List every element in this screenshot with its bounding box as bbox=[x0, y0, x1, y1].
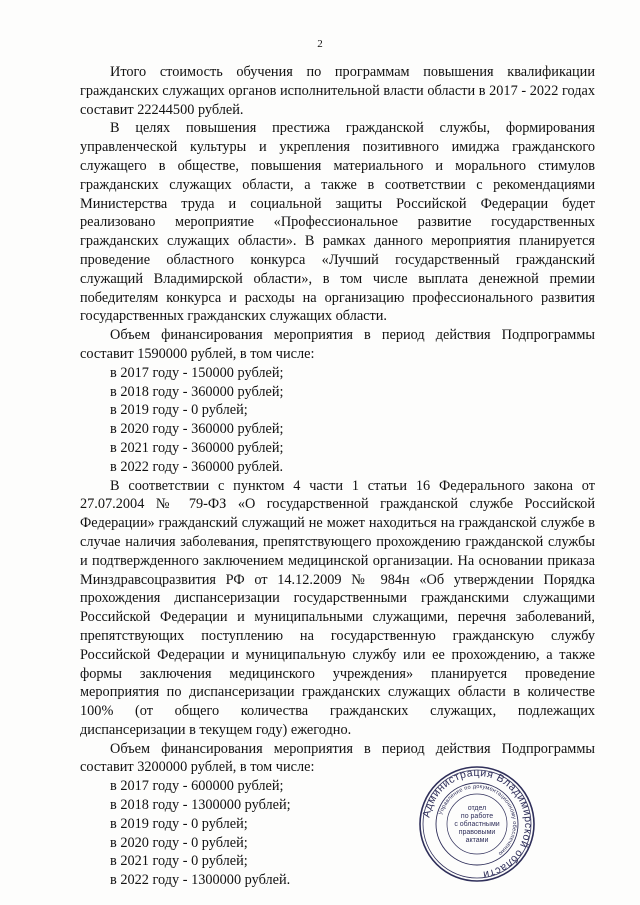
stamp-center-text bbox=[454, 805, 499, 844]
stamp-center-line: правовыми bbox=[458, 829, 496, 836]
list-item: в 2022 году - 1300000 рублей. bbox=[110, 872, 291, 889]
paragraph: В целях повышения престижа гражданской службы, формирования управленческой культуры и укрепления позитивного имиджа гражданского служащего в обществе, повышения материального и морального стимулов гражданских служащих области, а также в соответствии с рекомендациями Министерства труда и социальной защиты Российской Федерации будет реализовано мероприятие «Профессиональное развитие государственных гражданских служащих области». В рамках данного мероприятия планируется проведение областного конкурса «Лучший государственный гражданский служащий Владимирской области», в том числе выплата денежной премии победителям конкурса и расходы на организацию профессионального развития государственных гражданских служащих области. bbox=[80, 120, 595, 325]
stamp-inner-text: Управление по документационному обеспечению bbox=[438, 783, 518, 857]
stamp-outer-text: Администрация Владимирской области bbox=[420, 766, 535, 881]
page-number: 2 bbox=[317, 38, 323, 50]
list-item: в 2022 году - 360000 рублей. bbox=[110, 458, 284, 475]
paragraph: Объем финансирования мероприятия в период действия Подпрограммы составит 3200000 рублей, в том числе: bbox=[80, 740, 595, 776]
paragraph: Объем финансирования мероприятия в период действия Подпрограммы составит 1590000 рублей, в том числе: bbox=[80, 327, 595, 362]
list-item: в 2020 году - 0 рублей; bbox=[110, 834, 248, 851]
stamp-center-line: с областными bbox=[454, 821, 500, 828]
list-item: в 2019 году - 0 рублей; bbox=[110, 815, 248, 832]
stamp-center-line: по работе bbox=[460, 813, 494, 820]
list-item: в 2021 году - 0 рублей; bbox=[110, 853, 248, 870]
stamp-center-line: актами bbox=[465, 837, 489, 844]
list-item: в 2017 году - 150000 рублей; bbox=[110, 364, 284, 381]
paragraph: Итого стоимость обучения по программам повышения квалификации гражданских служащих органов исполнительной власти области в 2017 - 2022 годах составит 22244500 рублей. bbox=[80, 64, 595, 118]
list-item: в 2018 году - 1300000 рублей; bbox=[110, 797, 291, 814]
list-item: в 2017 году - 600000 рублей; bbox=[110, 778, 284, 795]
paragraph: В соответствии с пунктом 4 части 1 статьи 16 Федерального закона от 27.07.2004 № 79-ФЗ «О государственной гражданской службе Российской Федерации» гражданский служащий не может находиться на гражданской службе в случае наличия заболевания, препятствующего прохождению гражданской службы и подтвержденного заключением медицинской организации. На основании приказа Минздравсоцразвития РФ от 14.12.2009 № 984н «Об утверждении Порядка прохождения диспансеризации государственными гражданскими служащими Российской Федерации и муниципальными служащими, перечня заболеваний, препятствующих поступлению на государственную гражданскую службу Российской Федерации и муниципальную службу или ее прохождению, а также формы заключения медицинского учреждения» планируется проведение мероприятия по диспансеризации гражданских служащих области в количестве 100% (от общего количества гражданских служащих, подлежащих диспансеризации в текущем году) ежегодно. bbox=[80, 477, 595, 738]
official-stamp bbox=[418, 765, 536, 883]
stamp-center-line: отдел bbox=[467, 805, 487, 812]
funding-list bbox=[80, 364, 595, 477]
list-item: в 2019 году - 0 рублей; bbox=[110, 402, 248, 419]
list-item: в 2021 году - 360000 рублей; bbox=[110, 439, 284, 456]
list-item: в 2020 году - 360000 рублей; bbox=[110, 421, 284, 438]
list-item: в 2018 году - 360000 рублей; bbox=[110, 383, 284, 400]
